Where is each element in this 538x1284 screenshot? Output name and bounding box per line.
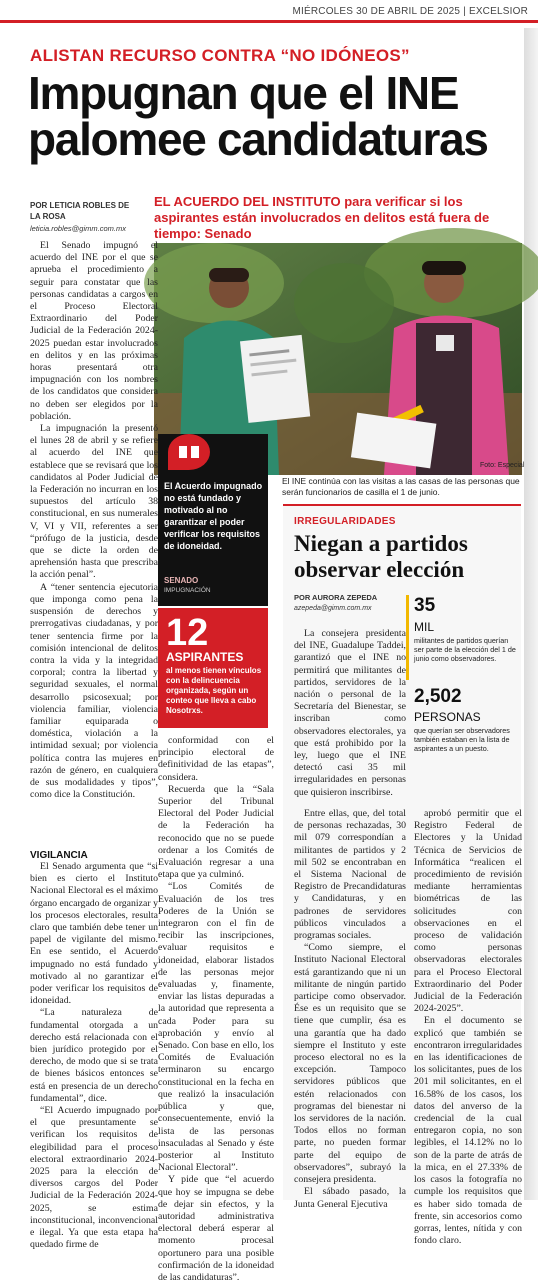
sidebar-kicker: IRREGULARIDADES (294, 516, 396, 527)
pull-quote-text: El Acuerdo impugnado no está fundado y motivado al no garantizar el poder verificar los requisitos de idoneidad. (164, 481, 263, 551)
kicker (30, 46, 410, 66)
quote-icon (168, 434, 210, 470)
quote-marks-icon (178, 444, 200, 460)
sidebar-column-1-continued (294, 808, 406, 1211)
side-stat-unit: PERSONAS (414, 710, 481, 724)
section-heading: VIGILANCIA (30, 850, 88, 861)
paragraph: La consejera presidenta del INE, Guadalupe Taddei, garantizó que el INE no permitirá que militantes de partidos, servidores de la nación o personal de la Secretaría del Bienestar, se inscriban como observadores electorales, ya que está prohibido por la ley, luego que el INE detectó casi 35 mil irregularidades en personas que quisieron inscribirse. (294, 628, 406, 798)
sidebar-email[interactable]: azepeda@gimm.com.mx (294, 605, 372, 612)
side-stat-description: militantes de partidos querían ser parte de la elección del 1 de junio como observadores. (414, 636, 516, 663)
sidebar-byline: POR AURORA ZEPEDA (294, 593, 378, 602)
paragraph: Entre ellas, que, del total de personas rechazadas, 30 mil 079 correspondían a militantes de partidos y 2 mil 502 se encontraban en el Sistema Nacional de Registro de Precandidaturas y Candidaturas, y en padrones de servidores públicos vinculados a programas sociales. (294, 808, 406, 942)
kicker-part2: CONTRA “NO IDÓNEOS” (201, 46, 410, 65)
side-stat-unit: MIL (414, 620, 435, 634)
paragraph: Y pide que “el acuerdo que hoy se impugna se debe de dejar sin efectos, y la autoridad administrativa electoral deberá esperar al momento procesal oportunero para una posible confirmación de la idoneidad de las candidaturas”. (158, 1174, 274, 1283)
side-stat-number: 35 (414, 595, 436, 616)
paragraph: Recuerda que la “Sala Superior del Tribunal Electoral del Poder Judicial de la Federación ha reconocido que no se puede ordenar a los Comités de Evaluación regresar a una etapa que ya culminó. (158, 783, 274, 881)
byline-email[interactable]: leticia.robles@gimm.com.mx (30, 224, 126, 233)
paragraph: aprobó permitir que el Registro Federal de Electores y la Unidad Técnica de Servicios de Informática “realicen el procedimiento de revisión mediante herramientas biométricas de las solicitudes con observaciones en el proceso de validación como personas observadoras electorales para el Proceso Electoral Extraordinario del Poder Judicial de la Federación 2024-2025”. (414, 808, 522, 1015)
kicker-part1: ALISTAN RECURSO (30, 46, 197, 65)
stat-accent-bar (406, 595, 409, 680)
paragraph: “Como siempre, el Instituto Nacional Electoral está garantizando que ni un militante de ningún partido participe como observador. Ése es un requisito que se tiene que cumplir, ésa es una garantía que ha dado siempre el Instituto y este proceso electoral no es la excepción. Tampoco servidores públicos que estén relacionados con programas del bienestar ni los servidores de la nación. Todos ellos no forman parte, no pueden formar parte del equipo de observadores”, subrayó la consejera presidenta. (294, 942, 406, 1186)
headline: Impugnan que el INE palomee candidaturas (28, 67, 488, 165)
paragraph: El Senado impugnó el acuerdo del INE por el que se aprueba el procedimiento a seguir para constatar que las personas candidatas a cargos en el Proceso Electoral Extraordinario del Poder Judicial de la Federación 2024-2025 puedan estar involucrados en delitos y en las próximas horas presentará otra impugnación con los nombres de los candidatos que considera no deben ser elegidos por la población. (30, 240, 158, 422)
photo-caption: El INE continúa con las visitas a las casas de las personas que serán funcionarios de casilla el 1 de junio. (282, 476, 520, 497)
sidebar-column-2 (414, 808, 522, 1247)
paragraph: El Senado argumenta que “si bien es cierto el Instituto Nacional Electoral es el máximo órgano encargado de organizar y los procesos electorales, resulta claro que también debe tener un papel de vigilante del mismo. En ese sentido, el Acuerdo impugnado no está fundado y motivado al no garantizar el poder verificar los requisitos de idoneidad. (30, 861, 158, 1007)
paragraph: En el documento se explicó que también se encontraron irregularidades en las identificaciones de los solicitantes, pues de los 201 mil solicitantes, en el 16.58% de los casos, los datos del anverso de la credencial de la cual entregaron copia, no son legibles, el 14.12% no lo son de la parte de atrás de la mica, en el 27.33% de los casos la fotografía no cumple los requisitos que es haber sido tomada de frente, sin accesorios como gorras, lentes, nítida y con fondo claro. (414, 1015, 522, 1247)
pull-quote-source-role: IMPUGNACIÓN (164, 587, 211, 594)
page-edge (524, 28, 538, 1200)
stat-description: al menos tienen vínculos con la delincuencia organizada, según un conteo que lleva a cabo Nosotrxs. (166, 666, 262, 715)
article-column-2 (158, 735, 274, 1284)
article-column-1 (30, 240, 158, 801)
paragraph: El sábado pasado, la Junta General Ejecutiva (294, 1186, 406, 1210)
paragraph: “El Acuerdo impugnado por el que presuntamente se verifican los requisitos de elegibilidad para el proceso electoral extraordinario 2024-2025 para la elección de diversos cargos del Poder Judicial de la Federación 2024-2025, se estima inconstitucional, inconvencional e ilegal. Ya que esta etapa ha quedado firme de (30, 1105, 158, 1251)
paragraph: conformidad con el principio electoral de definitividad de las etapas”, considera. (158, 735, 274, 783)
sidebar-column-1 (294, 628, 406, 799)
side-stat-number: 2,502 (414, 686, 462, 707)
stat-number: 12 (166, 612, 209, 654)
header-rule (0, 20, 538, 23)
byline: POR LETICIA ROBLES DE LA ROSA (30, 201, 130, 221)
paragraph: La impugnación la presentó el lunes 28 de abril y se refiere al acuerdo del INE que establece que se revisará que los candidatos al Poder Judicial de la Federación no incurran en los supuestos del artículo 38 constitucional, en sus numerales V, VI y VII, referentes a ser “prófugo de la justicia, desde que se dicte la orden de aprehensión hasta que prescriba la acción penal”. (30, 423, 158, 581)
photo-credit: Foto: Especial (480, 462, 525, 469)
paragraph: “La naturaleza de fundamental otorgada a un derecho está relacionada con el bien jurídico protegido por el derecho, de modo que si se trata de bienes básicos entonces se está en presencia de un derecho fundamental”, dice. (30, 1007, 158, 1104)
paragraph: “Los Comités de Evaluación de los tres Poderes de la Unión se integraron con el fin de recibir las inscripciones, evaluar requisitos e idoneidad, elaborar listados de las personas mejor evaluadas y, finamente, enviar las listas depuradas a la autoridad que representa a cada Poder para su aprobación y envío al Senado. Con base en ello, los Comités de Evaluación terminaron su encargo constitucional en la fecha en que realizó la insaculación pública y que, consecuentemente, envió la lista de las personas insaculadas al Senado y éste posterior al Instituto Nacional Electoral”. (158, 881, 274, 1174)
side-stat-description: que querían ser observadores también estaban en la lista de aspirantes a un puesto. (414, 726, 510, 753)
article-column-1-continued (30, 848, 158, 1252)
sidebar-title: Niegan a partidos observar elección (294, 531, 468, 582)
page-date: MIÉRCOLES 30 DE ABRIL DE 2025 | EXCELSIOR (292, 6, 528, 17)
subhead: EL ACUERDO DEL INSTITUTO para verificar si los aspirantes están involucrados en delitos está fuera de tiempo: Senado (154, 194, 490, 241)
paragraph: A “tener sentencia ejecutoria que imponga como pena la suspensión de derechos y prerrogativas ciudadanas, y por tener sentencia firme por la comisión intencional de delitos contra la vida y la integridad corporal; contra la libertad y seguridad sexuales, el normal desarrollo psicosexual; por violencia familiar, violencia familiar equiparada o doméstica, violación a la intimidad sexual; por violencia política contra las mujeres en razón de género, en cualquiera de sus modalidades y tipos”, como dice la Constitución. (30, 581, 158, 801)
pull-quote-source: SENADO (164, 576, 199, 585)
stat-label: ASPIRANTES (166, 650, 244, 664)
